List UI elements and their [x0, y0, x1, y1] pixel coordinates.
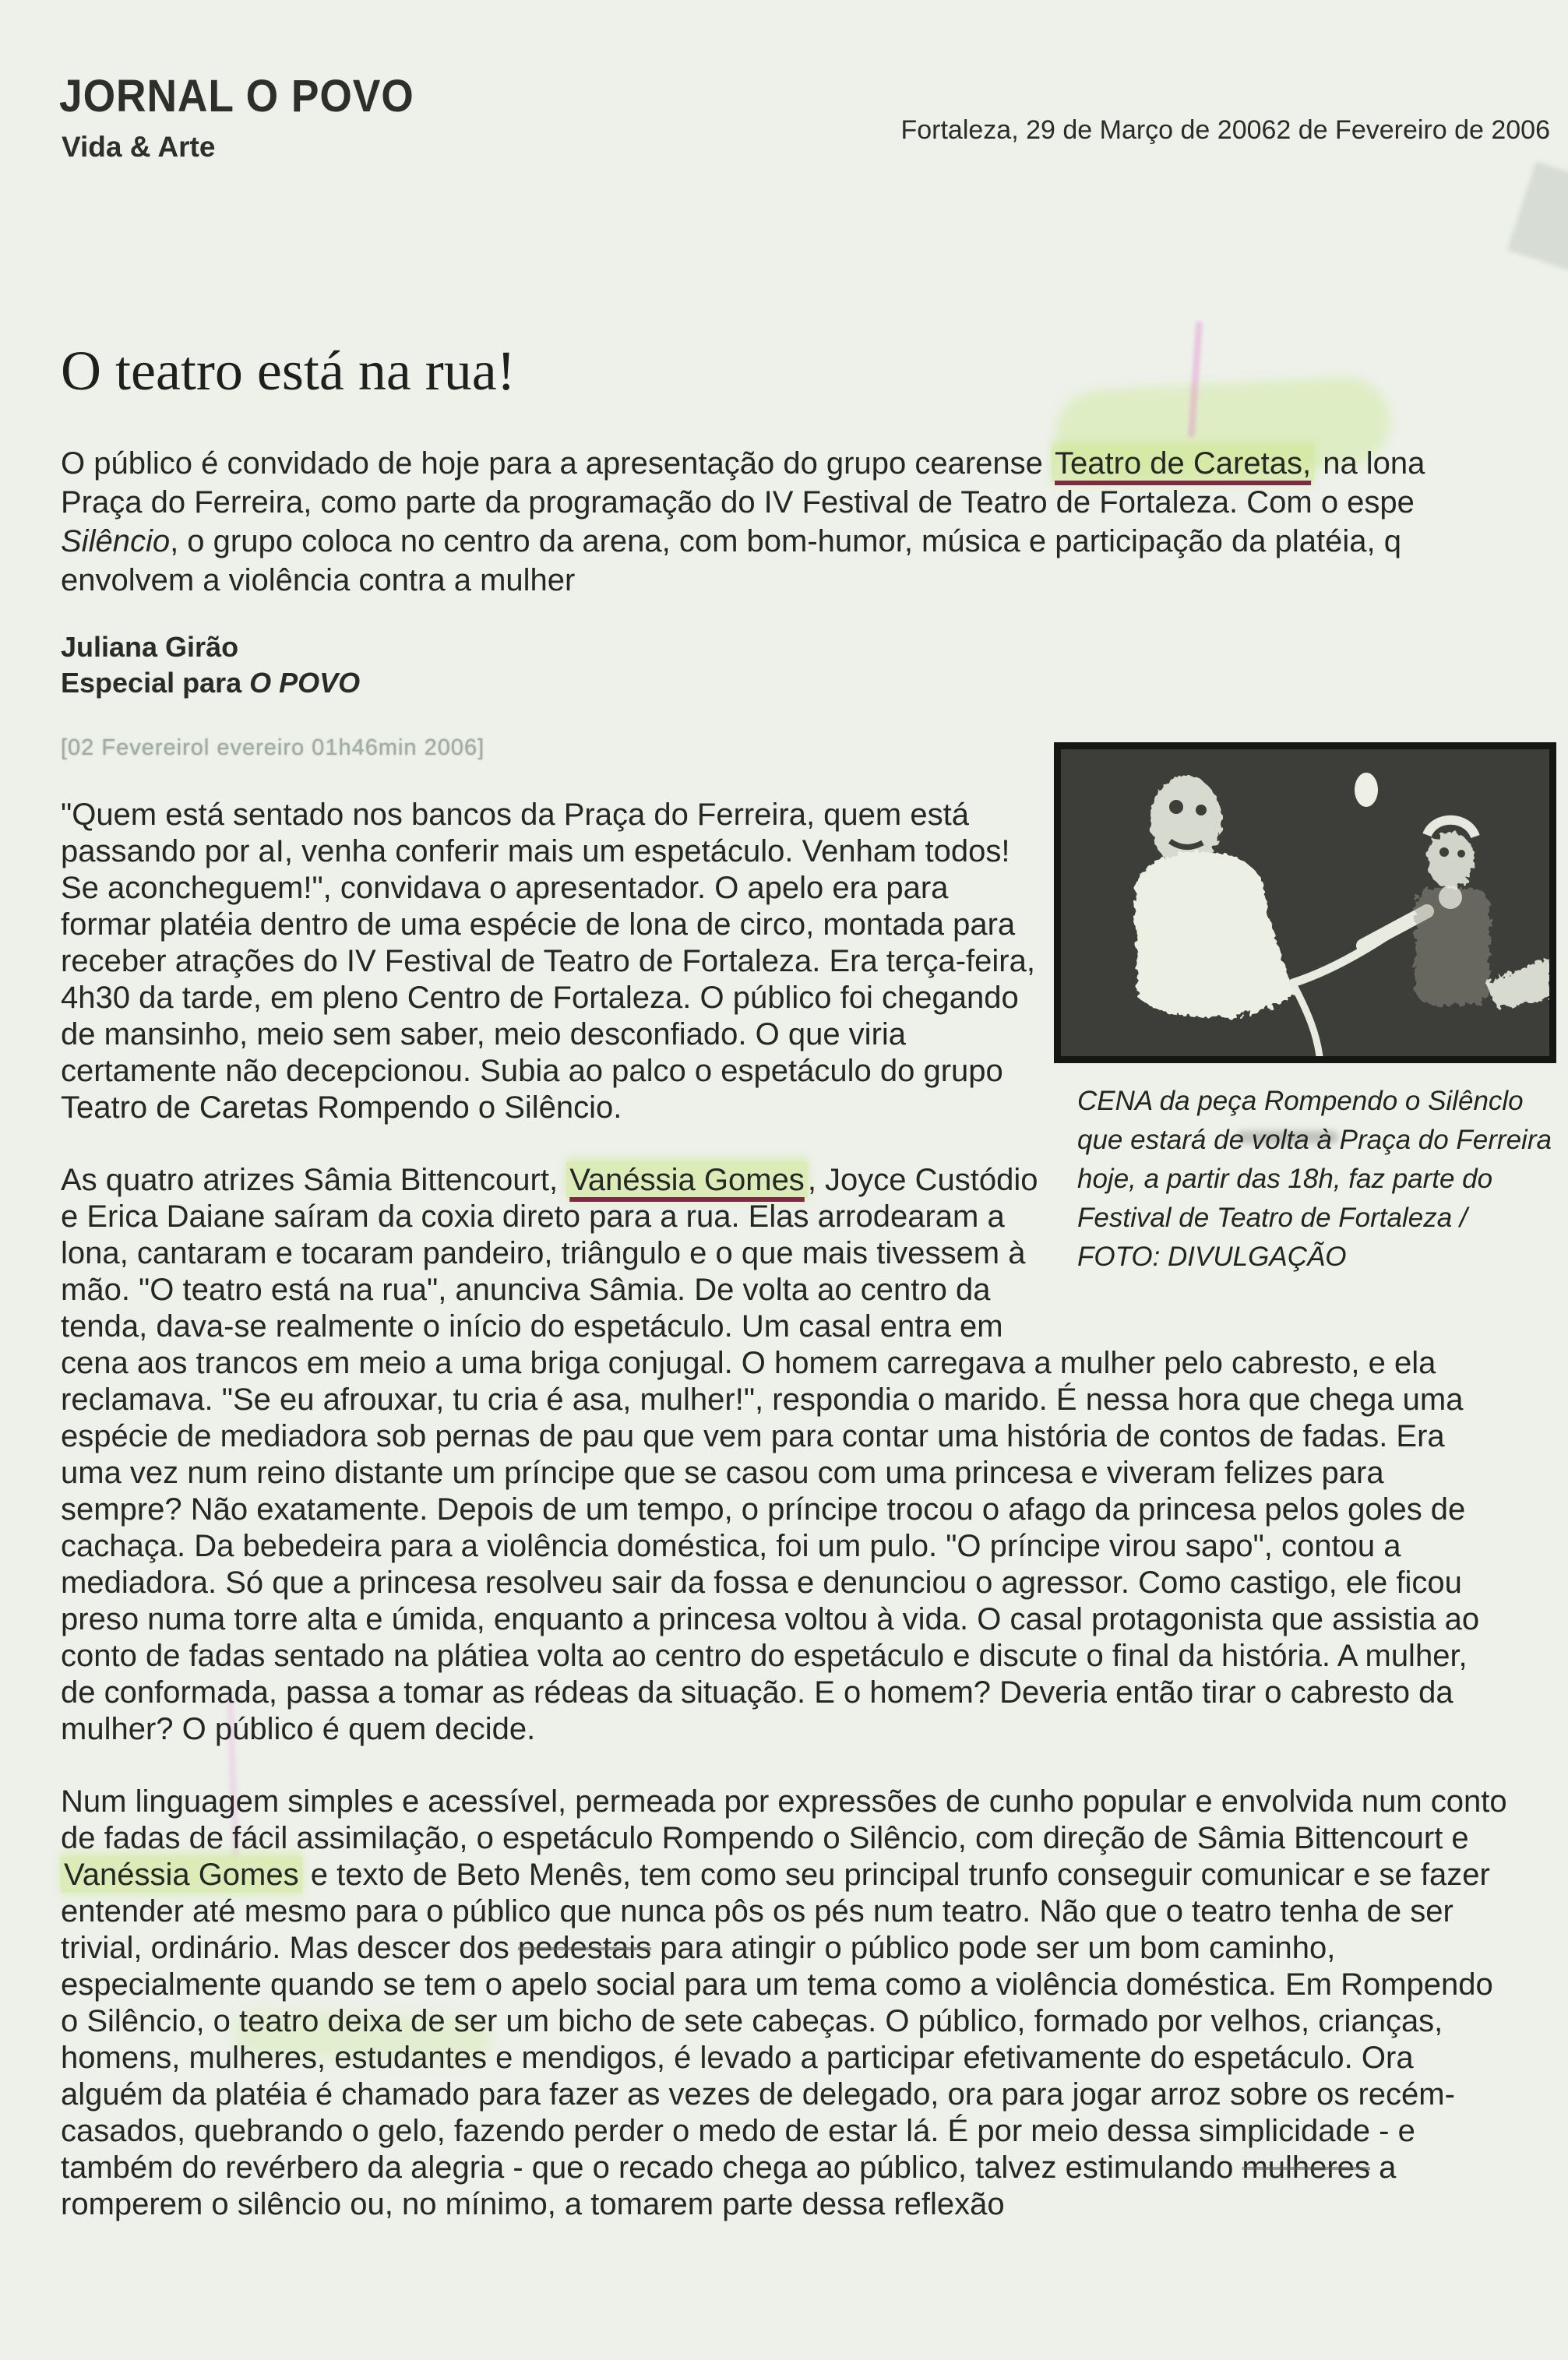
- highlighted-name-vanessia-gomes: Vanéssia Gomes: [61, 1857, 302, 1893]
- photo-illustration: [1061, 749, 1549, 1056]
- byline-publication: O POVO: [249, 667, 361, 699]
- highlighted-name-vanessia-gomes: Vanéssia Gomes: [566, 1162, 808, 1198]
- newspaper-masthead: JORNAL O POVO: [59, 71, 414, 122]
- highlighted-phrase-teatro-de-caretas: Teatro de Caretas,: [1052, 446, 1314, 481]
- dateline: Fortaleza, 29 de Março de 20062 de Fevereiro de 2006: [900, 115, 1550, 145]
- lead-text: na lona Praça do Ferreira, como parte da programação do IV Festival de Teatro de Fortaleza. Com o espe: [61, 446, 1425, 520]
- body-text: As quatro atrizes Sâmia Bittencourt,: [61, 1163, 567, 1198]
- lead-paragraph: [61, 444, 1510, 600]
- article-figure: [1054, 742, 1556, 1277]
- smudged-word: pedestais: [517, 1931, 652, 1966]
- byline: [61, 629, 1510, 701]
- lead-text: O público é convidado de hoje para a apresentação do grupo cearense: [61, 446, 1052, 481]
- body-text: "Quem está sentado nos bancos da Praça do Ferreira, quem está passando por aI, venha conferir mais um espetáculo. Venham todos! Se aconcheguem!", convidava o apresentador. O apelo era para formar platéia dentro de uma espécie de lona de circo, montada para receber atrações do IV Festival de Teatro de Fortaleza. Era terça-feira, 4h30 da tarde, em pleno Centro de Fortaleza. O público foi chegando de mansinho, meio sem saber, meio desconfiado. O que viria certamente não decepcionou. Subia ao palco o espetáculo do grupo Teatro de Caretas Rompendo o Silêncio.: [61, 798, 1035, 1125]
- byline-author: Juliana Girão: [61, 631, 239, 664]
- body-text: a romperem o silêncio ou, no mínimo, a tomarem parte dessa reflexão: [61, 2150, 1397, 2222]
- section-label: Vida & Arte: [62, 131, 216, 163]
- paragraph-3: [61, 1784, 1510, 2223]
- byline-credit: [61, 665, 1510, 701]
- photo-caption: CENA da peça Rompendo o Silênclo que estará de volta à Praça do Ferreira hoje, a partir das 18h, faz parte do Festival de Teatro de Fortaleza / FOTO: DIVULGAÇÃO: [1077, 1086, 1552, 1273]
- article: [61, 340, 1552, 2259]
- body-text: para atingir o público pode ser um bom caminho, especialmente quando se tem o apelo social para um tema como a violência doméstica. Em Rompendo o Silêncio, o teatro deixa de ser um bicho de sete cabeças. O público, formado por velhos, crianças, homens, mulheres, estudantes e mendigos, é levado a participar efetivamente do espetáculo. Ora alguém da platéia é chamado para fazer as vezes de delegado, ora para jogar arroz sobre os recém-casados, quebrando o gelo, fazendo perder o medo de estar lá. É por meio dessa simplicidade - e também do revérbero da alegria - que o recado chega ao público, talvez estimulando: [61, 1931, 1493, 2186]
- smudged-word: mulheres: [1242, 2150, 1370, 2186]
- article-photo: [1054, 742, 1556, 1063]
- article-timestamp: [02 Fevereirol evereiro 01h46min 2006]: [61, 735, 485, 761]
- byline-credit-prefix: Especial para: [61, 667, 250, 699]
- play-title-italic: Silêncio: [61, 524, 171, 559]
- body-text: Num linguagem simples e acessível, permeada por expressões de cunho popular e envolvida num conto de fadas de fácil assimilação, o espetáculo Rompendo o Silêncio, com direção de Sâmia Bittencourt e: [61, 1784, 1507, 1856]
- scan-corner-shadow: [1507, 161, 1568, 272]
- body-text: , Joyce Custódio e Erica Daiane saíram da coxia direto para a rua. Elas arrodearam a lona, cantaram e tocaram pandeiro, triângulo e o que mais tivessem à mão. "O teatro está na rua", anunciva Sâmia. De volta ao centro da tenda, dava-se realmente o início do espetáculo. Um casal entra em cena aos trancos em meio a uma briga conjugal. O homem carregava a mulher pelo cabresto, e ela reclamava. "Se eu afrouxar, tu cria é asa, mulher!", respondia o marido. É nessa hora que chega uma espécie de mediadora sob pernas de pau que vem para contar uma história de contos de fadas. Era uma vez num reino distante um príncipe que se casou com uma princesa e viveram felizes para sempre? Não exatamente. Depois de um tempo, o príncipe trocou o afago da princesa pelos goles de cachaça. Da bebedeira para a violência doméstica, foi um pulo. "O príncipe virou sapo", contou a mediadora. Só que a princesa resolveu sair da fossa e denunciou o agressor. Como castigo, ele ficou preso numa torre alta e úmida, enquanto a princesa voltou à vida. O casal protagonista que assistia ao conto de fadas sentado na plátiea volta ao centro do espetáculo e discute o final da história. A mulher, de conformada, passa a tomar as rédeas da situação. E o homem? Deveria então tirar o cabresto da mulher? O público é quem decide.: [61, 1163, 1480, 1747]
- article-title: O teatro está na rua!: [61, 340, 516, 402]
- body-text: e texto de Beto Menês, tem como seu principal trunfo conseguir comunicar e se fazer entender até mesmo para o público que nunca pôs os pés num teatro. Não que o teatro tenha de ser trivial, ordinário. Mas descer dos: [61, 1858, 1490, 1966]
- lead-text: , o grupo coloca no centro da arena, com bom-humor, música e participação da platéia, q envolvem a violência contra a mulher: [61, 524, 1401, 598]
